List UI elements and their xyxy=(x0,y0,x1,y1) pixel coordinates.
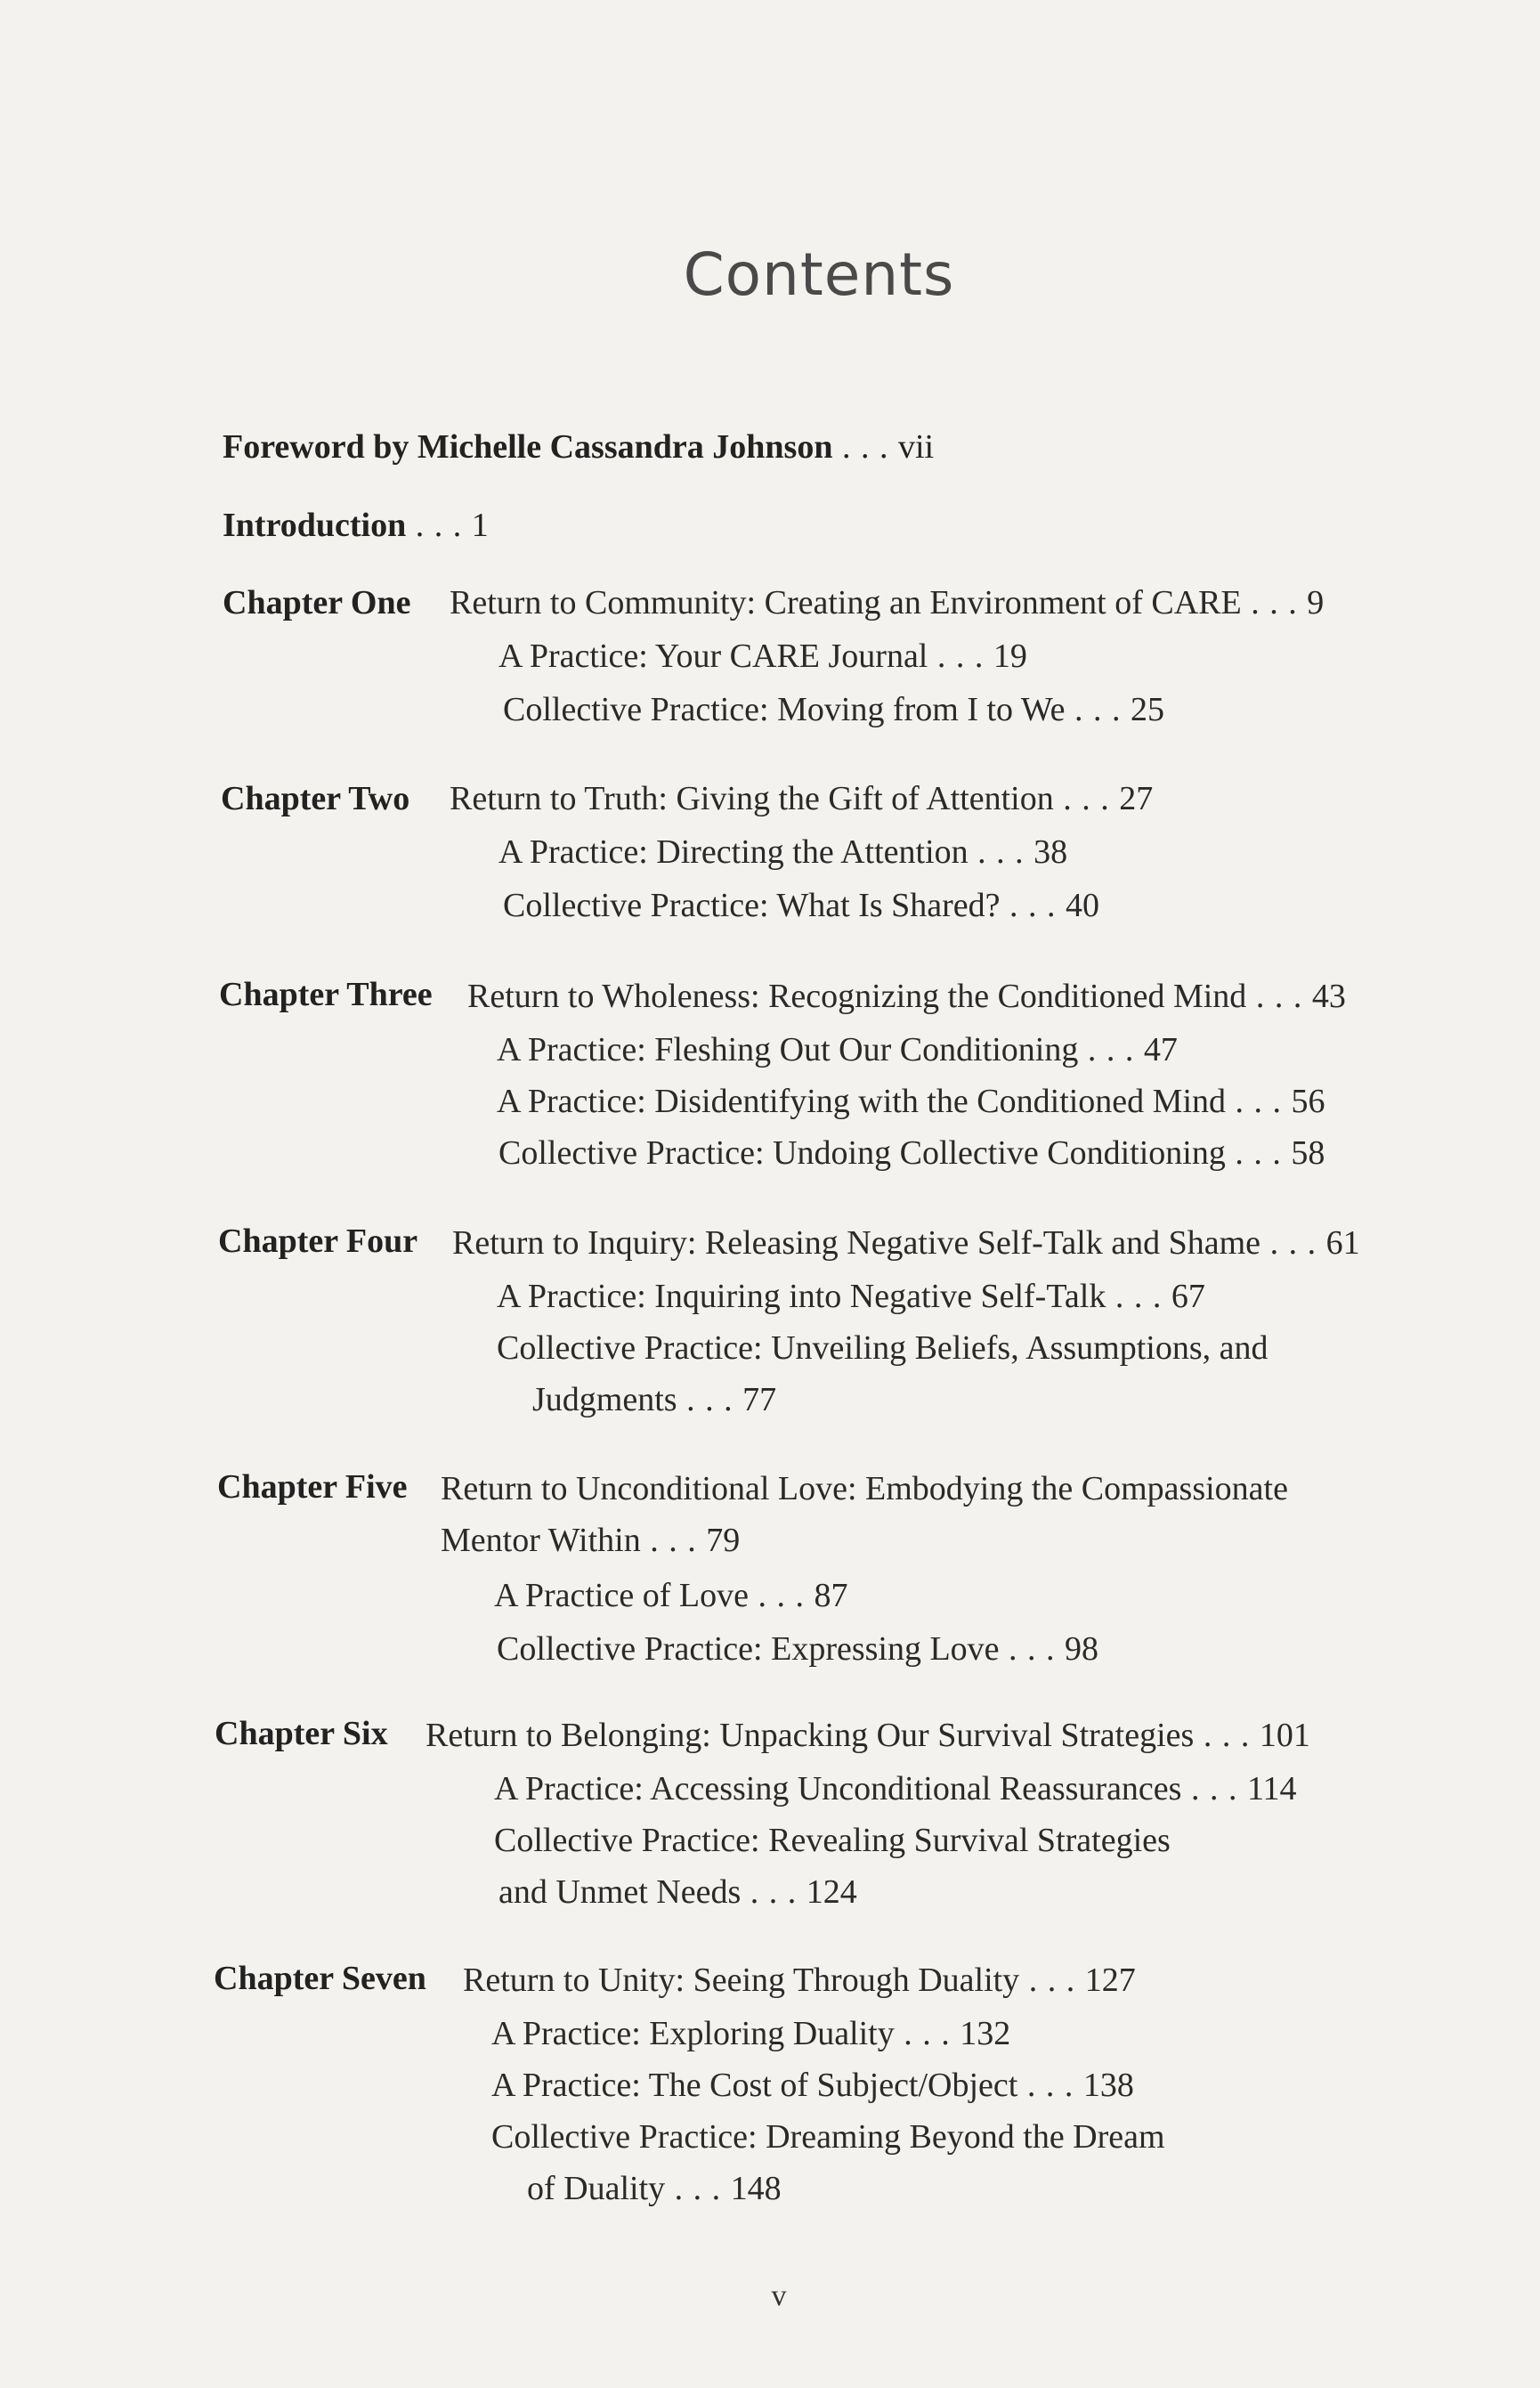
page-number: 61 xyxy=(1325,1224,1360,1262)
toc-entry[interactable] xyxy=(497,1082,1325,1121)
entry-text: A Practice: Your CARE Journal xyxy=(498,638,928,675)
toc-entry[interactable] xyxy=(497,1328,1268,1368)
toc-entry[interactable] xyxy=(497,1629,1098,1669)
page-number: 19 xyxy=(993,638,1027,675)
leader: . . . xyxy=(1053,780,1120,817)
toc-front-entry[interactable] xyxy=(223,427,934,467)
entry-text: Judgments xyxy=(532,1381,677,1418)
page-number: 138 xyxy=(1082,2067,1134,2104)
leader: . . . xyxy=(1078,1031,1144,1068)
toc-entry[interactable] xyxy=(497,1030,1178,1069)
toc-entry[interactable] xyxy=(494,1821,1171,1860)
chapter-label: Chapter Four xyxy=(218,1222,418,1260)
page-number: 79 xyxy=(706,1522,741,1559)
leader: . . . xyxy=(928,638,993,675)
entry-text: A Practice: Directing the Attention xyxy=(498,833,969,871)
chapter-title-line[interactable] xyxy=(441,1469,1288,1508)
toc-entry[interactable] xyxy=(491,2117,1165,2157)
page-number: 148 xyxy=(730,2170,782,2207)
entry-text: A Practice: The Cost of Subject/Object xyxy=(491,2067,1018,2104)
chapter-label: Chapter One xyxy=(223,584,411,621)
chapter-title-continuation[interactable] xyxy=(441,1521,740,1560)
entry-text: A Practice: Exploring Duality xyxy=(491,2015,895,2052)
chapter-label: Chapter Six xyxy=(215,1715,388,1752)
leader: . . . xyxy=(1246,978,1312,1015)
page-number: 67 xyxy=(1171,1278,1205,1315)
leader: . . . xyxy=(1260,1224,1326,1262)
page-number: 40 xyxy=(1066,887,1100,924)
entry-text: A Practice: Inquiring into Negative Self-Talk xyxy=(497,1278,1106,1315)
toc-entry[interactable] xyxy=(503,690,1164,729)
leader: . . . xyxy=(1019,1962,1085,1999)
entry-text: A Practice: Accessing Unconditional Reassurances xyxy=(494,1770,1182,1807)
leader: . . . xyxy=(1226,1083,1292,1120)
entry-text: Collective Practice: Moving from I to We xyxy=(503,691,1066,728)
chapter-title-line[interactable] xyxy=(426,1716,1310,1755)
chapter-title: Return to Wholeness: Recognizing the Conditioned Mind xyxy=(467,978,1247,1015)
toc-entry[interactable] xyxy=(491,2066,1134,2105)
page-number: 56 xyxy=(1291,1083,1325,1120)
leader: . . . xyxy=(894,2015,960,2052)
page-number: 127 xyxy=(1084,1962,1136,1999)
entry-text: Collective Practice: Revealing Survival Strategies xyxy=(494,1822,1171,1859)
leader: . . . xyxy=(999,1630,1066,1668)
chapter-title: Return to Unity: Seeing Through Duality xyxy=(463,1962,1020,1999)
toc-entry-continuation[interactable] xyxy=(527,2169,782,2208)
folio-page-number: v xyxy=(771,2279,787,2312)
leader: . . . xyxy=(968,833,1034,871)
chapter-title: Return to Unconditional Love: Embodying the Compassionate xyxy=(441,1470,1288,1507)
chapter-title: Return to Community: Creating an Environment of CARE xyxy=(450,584,1242,621)
leader: . . . xyxy=(1065,691,1131,728)
leader: . . . xyxy=(677,1381,743,1418)
entry-text: and Unmet Needs xyxy=(498,1873,742,1911)
page-number: 9 xyxy=(1307,584,1325,621)
chapter-title: Return to Truth: Giving the Gift of Attention xyxy=(450,780,1054,817)
chapter-title: Return to Inquiry: Releasing Negative Self-Talk and Shame xyxy=(452,1224,1261,1262)
leader: . . . xyxy=(665,2170,731,2207)
page-number: 27 xyxy=(1119,780,1154,817)
toc-entry[interactable] xyxy=(498,637,1027,676)
leader: . . . xyxy=(640,1522,707,1559)
chapter-title-line[interactable] xyxy=(463,1961,1136,2000)
toc-entry[interactable] xyxy=(497,1277,1205,1316)
toc-entry[interactable] xyxy=(491,2014,1010,2053)
chapter-label: Chapter Three xyxy=(219,976,433,1013)
leader: . . . xyxy=(1181,1770,1247,1807)
chapter-title: Return to Belonging: Unpacking Our Survival Strategies xyxy=(426,1717,1195,1754)
entry-text: Collective Practice: What Is Shared? xyxy=(503,887,1001,924)
leader: . . . xyxy=(1000,887,1066,924)
chapter-title-line[interactable] xyxy=(450,779,1153,818)
toc-entry-continuation[interactable] xyxy=(532,1380,776,1419)
entry-text: Collective Practice: Dreaming Beyond the Dream xyxy=(491,2118,1165,2156)
entry-text: A Practice: Fleshing Out Our Conditioning xyxy=(497,1031,1079,1068)
leader: . . . xyxy=(1241,584,1308,621)
entry-text: of Duality xyxy=(527,2170,666,2207)
entry-text: A Practice of Love xyxy=(494,1577,749,1614)
page-number: 132 xyxy=(960,2015,1011,2052)
toc-entry[interactable] xyxy=(494,1576,847,1615)
leader: . . . xyxy=(1017,2067,1083,2104)
page-number: 77 xyxy=(742,1381,777,1418)
chapter-title-line[interactable] xyxy=(467,977,1346,1016)
page-number: 114 xyxy=(1246,1770,1297,1807)
toc-entry[interactable] xyxy=(498,833,1067,872)
page-number: 124 xyxy=(806,1873,857,1911)
page-number: 101 xyxy=(1259,1717,1310,1754)
entry-text: Collective Practice: Unveiling Beliefs, Assumptions, and xyxy=(497,1329,1268,1367)
page-number: 43 xyxy=(1311,978,1346,1015)
chapter-title-line[interactable] xyxy=(452,1223,1360,1263)
toc-entry[interactable] xyxy=(494,1769,1297,1808)
leader: . . . xyxy=(1106,1278,1171,1315)
entry-text: Collective Practice: Undoing Collective Conditioning xyxy=(498,1134,1226,1172)
leader: . . . xyxy=(1194,1717,1260,1754)
page-number: vii xyxy=(897,428,935,466)
page-number: 98 xyxy=(1065,1630,1099,1668)
toc-front-entry[interactable] xyxy=(223,506,489,545)
chapter-title-line[interactable] xyxy=(450,583,1324,622)
leader: . . . xyxy=(1225,1134,1292,1172)
page-number: 87 xyxy=(814,1577,848,1614)
toc-entry-continuation[interactable] xyxy=(498,1872,857,1912)
page-title: Contents xyxy=(683,240,955,309)
entry-text: Collective Practice: Expressing Love xyxy=(497,1630,1000,1668)
entry-text: A Practice: Disidentifying with the Conditioned Mind xyxy=(497,1083,1227,1120)
page-number: 47 xyxy=(1143,1031,1178,1068)
leader: . . . xyxy=(406,507,472,544)
page-number: 58 xyxy=(1291,1134,1325,1172)
chapter-label: Chapter Two xyxy=(221,780,410,817)
leader: . . . xyxy=(741,1873,806,1911)
entry-title: Foreword by Michelle Cassandra Johnson xyxy=(223,428,833,466)
leader: . . . xyxy=(748,1577,815,1614)
toc-entry[interactable] xyxy=(498,1133,1325,1173)
page-number: 1 xyxy=(471,507,489,544)
toc-entry[interactable] xyxy=(503,886,1099,925)
entry-title: Introduction xyxy=(223,507,407,544)
page-number: 38 xyxy=(1033,833,1068,871)
chapter-label: Chapter Seven xyxy=(214,1960,426,1997)
chapter-label: Chapter Five xyxy=(217,1468,408,1506)
leader: . . . xyxy=(832,428,898,466)
chapter-title: Mentor Within xyxy=(441,1522,641,1559)
page-number: 25 xyxy=(1131,691,1165,728)
